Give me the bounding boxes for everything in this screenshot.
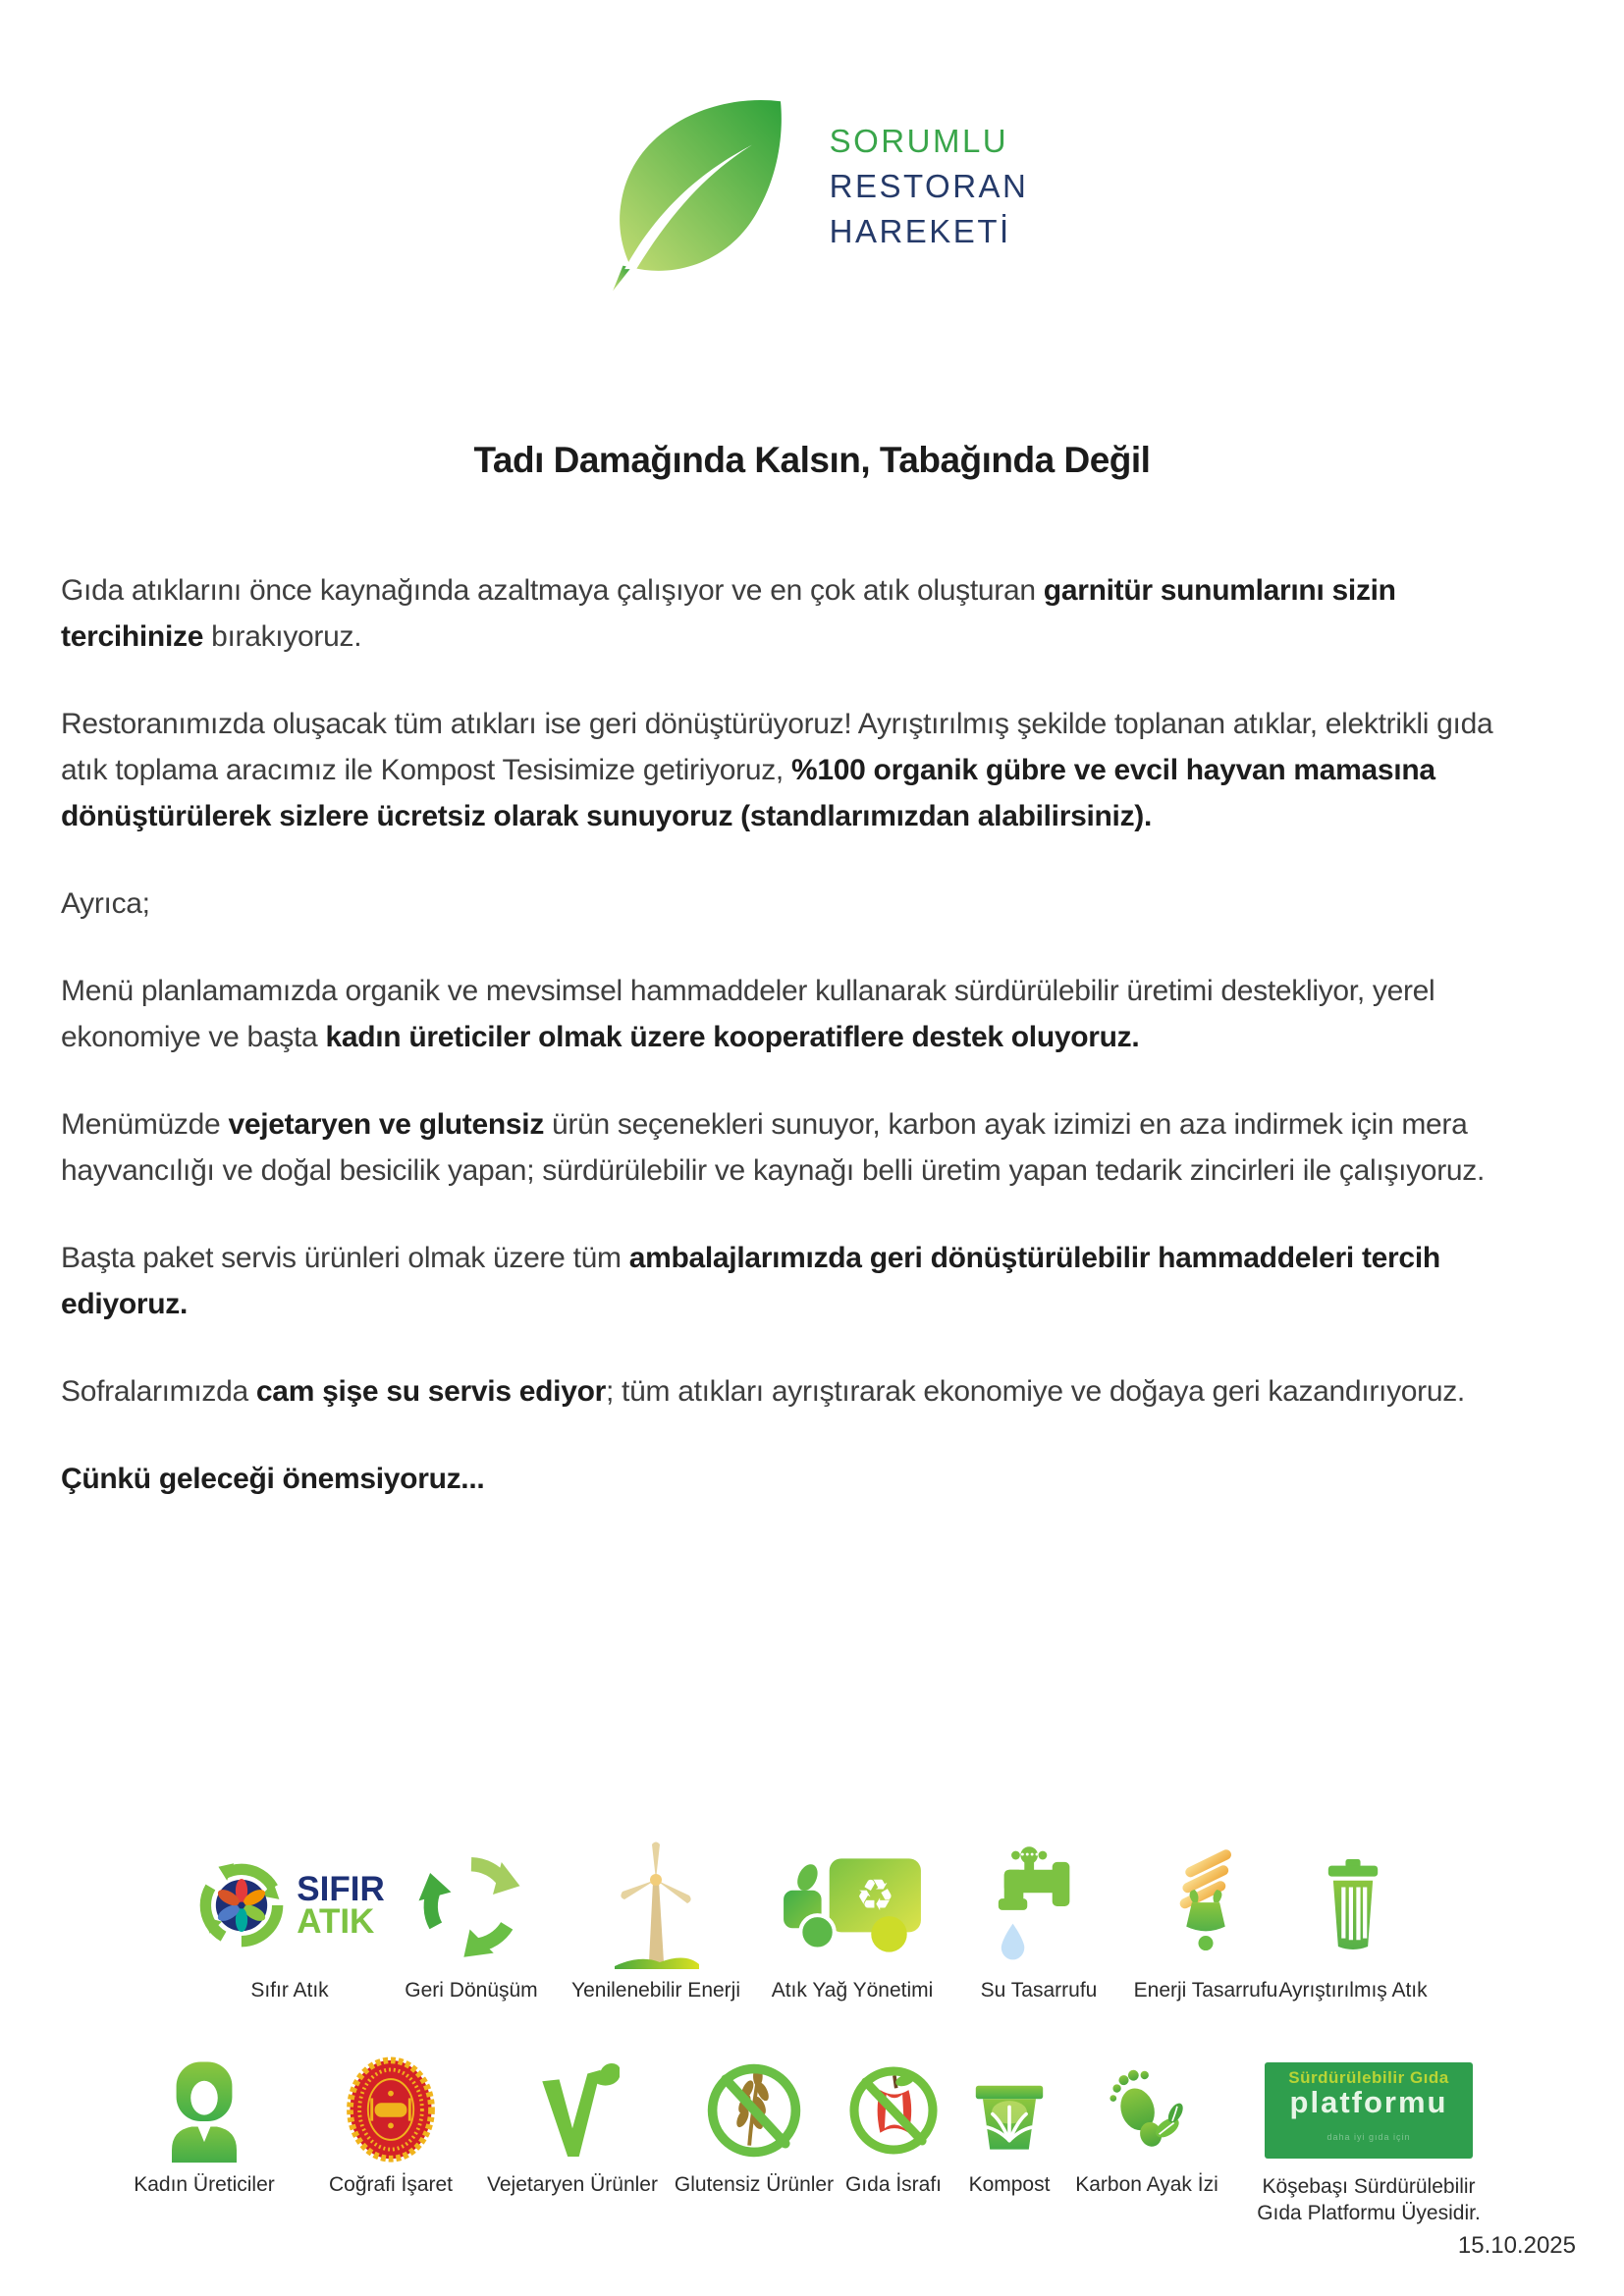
carbon-footprint-icon — [1102, 2063, 1192, 2158]
icon-label: Karbon Ayak İzi — [1075, 2173, 1218, 2196]
bold-text: kadın üreticiler olmak üzere kooperatiflere destek oluyoruz. — [325, 1021, 1140, 1053]
woman-icon — [157, 2056, 251, 2164]
icon-item-vejetaryen-urunler — [489, 2054, 656, 2197]
vegetarian-v-leaf-icon — [525, 2058, 620, 2163]
bold-text: cam şişe su servis ediyor — [255, 1375, 606, 1408]
icon-item-yenilenebilir-enerji — [558, 1838, 754, 2002]
paragraph — [61, 1235, 1539, 1327]
paragraph — [61, 701, 1539, 839]
zero-waste-word-2: ATIK — [297, 1902, 375, 1941]
icon-label: Coğrafi İşaret — [328, 2173, 454, 2196]
text: Menümüzde — [61, 1108, 229, 1141]
icon-label: Sıfır Atık — [250, 1979, 329, 2002]
text: Restoranımızda oluşacak tüm atıkları ise geri dönüştürüyoruz! Ayrıştırılmış şekilde toplanan atıklar, elektrikli gıda atık toplama aracımız ile Kompost Tesisimize getiriyoruz, — [61, 708, 1493, 786]
icon-item-kadin-ureticiler — [121, 2054, 288, 2197]
text: Ayrıca; — [61, 887, 150, 920]
bold-text: %100 organik gübre ve evcil hayvan mamasına dönüştürülerek sizlere ücretsiz olarak sunuyoruz (standlarımızdan alabilirsiniz). — [61, 754, 1435, 832]
paragraph — [61, 1456, 1539, 1502]
wind-turbine-icon — [601, 1839, 711, 1972]
brand-line-3: HAREKETİ — [829, 213, 1011, 249]
page-title: Tadı Damağında Kalsın, Tabağında Değil — [473, 440, 1151, 480]
paragraph — [61, 968, 1539, 1060]
text: Gıda atıklarını önce kaynağında azaltmaya çalışıyor ve en çok atık oluşturan — [61, 574, 1044, 607]
icon-label: Geri Dönüşüm — [405, 1979, 538, 2002]
icon-item-ayristirilmis-atik — [1255, 1838, 1451, 2002]
icon-label: Yenilenebilir Enerji — [571, 1979, 740, 2002]
gluten-free-icon — [702, 2058, 806, 2163]
bold-text: garnitür sunumlarını sizin tercihinize — [61, 574, 1396, 653]
faucet-icon — [991, 1842, 1087, 1968]
icon-item-sifir-atik — [191, 1838, 388, 2002]
badge-line-2: platformu — [1289, 2085, 1448, 2119]
icon-label: Glutensiz Ürünler — [674, 2173, 835, 2196]
leaf-icon — [596, 91, 804, 293]
icon-label: Enerji Tasarrufu — [1133, 1979, 1278, 2002]
icon-label: Kadın Üreticiler — [134, 2173, 275, 2196]
icon-item-atik-yag-yonetimi — [754, 1838, 950, 2002]
brand-line-1: SORUMLU — [829, 123, 1009, 159]
bold-text: vejetaryen ve glutensiz — [228, 1108, 545, 1141]
body-paragraphs — [61, 567, 1539, 1543]
zero-waste-wordmark — [297, 1870, 385, 1941]
recycle-glyph: ♻ — [855, 1872, 895, 1921]
document-date: 15.10.2025 — [1457, 2232, 1576, 2259]
text: bırakıyoruz. — [203, 620, 362, 653]
waste-oil-truck-icon — [778, 1850, 927, 1960]
badge-line-1: Sürdürülebilir Gıda — [1288, 2068, 1449, 2087]
zero-waste-word-1: SIFIR — [297, 1870, 385, 1908]
badge-caption — [1257, 2173, 1481, 2226]
brand-line-2: RESTORAN — [829, 168, 1029, 204]
badge-caption-line-2: Gıda Platformu Üyesidir. — [1257, 2202, 1481, 2224]
bold-text: ambalajlarımızda geri dönüştürülebilir hammaddeleri tercih ediyoruz. — [61, 1242, 1440, 1320]
sustainable-food-platform-badge — [1265, 2062, 1473, 2159]
zero-waste-icon — [194, 1854, 289, 1956]
paragraph — [61, 567, 1539, 660]
recycle-icon — [417, 1851, 525, 1959]
icon-label: Su Tasarrufu — [980, 1979, 1098, 2002]
brand-wordmark — [830, 119, 1029, 254]
text: Sofralarımızda — [61, 1375, 256, 1408]
icon-label: Vejetaryen Ürünler — [487, 2173, 658, 2196]
paragraph — [61, 881, 1539, 927]
text: ; tüm atıkları ayrıştırarak ekonomiye ve doğaya geri kazandırıyoruz. — [605, 1375, 1465, 1408]
icon-item-geri-donusum — [373, 1838, 569, 2002]
icon-label: Atık Yağ Yönetimi — [771, 1979, 934, 2002]
text: ürün seçenekleri sunuyor, karbon ayak izimizi en aza indirmek için mera hayvancılığı ve doğal besicilik yapan; sürdürülebilir ve kaynağı belli üretim yapan tedarik zincirleri ile çalışıyoruz. — [61, 1108, 1486, 1187]
badge-caption-line-1: Köşebaşı Sürdürülebilir — [1262, 2175, 1476, 2198]
text: Menü planlamamızda organik ve mevsimsel hammaddeler kullanarak sürdürülebilir üretimi destekliyor, yerel ekonomiye ve başta — [61, 975, 1435, 1053]
icon-item-surdurulebilir-gida-platformu — [1251, 2054, 1487, 2226]
compost-pot-icon — [963, 2066, 1056, 2155]
badge-line-3: daha iyi gıda için — [1326, 2132, 1411, 2142]
icon-label: Ayrıştırılmış Atık — [1278, 1979, 1428, 2002]
geographical-indication-seal-icon — [338, 2056, 444, 2165]
paragraph — [61, 1368, 1539, 1415]
icon-label: Gıda İsrafı — [844, 2173, 943, 2196]
trash-bin-icon — [1312, 1850, 1394, 1960]
paragraph — [61, 1101, 1539, 1194]
brand-logo — [0, 83, 1624, 293]
text: Başta paket servis ürünleri olmak üzere tüm — [61, 1242, 629, 1274]
icon-item-cografi-isaret — [307, 2054, 474, 2197]
icon-label: Kompost — [968, 2173, 1051, 2196]
bold-text: Çünkü geleceği önemsiyoruz... — [61, 1463, 485, 1495]
cfl-bulb-icon — [1160, 1843, 1252, 1967]
icon-item-karbon-ayak-izi — [1063, 2054, 1230, 2197]
